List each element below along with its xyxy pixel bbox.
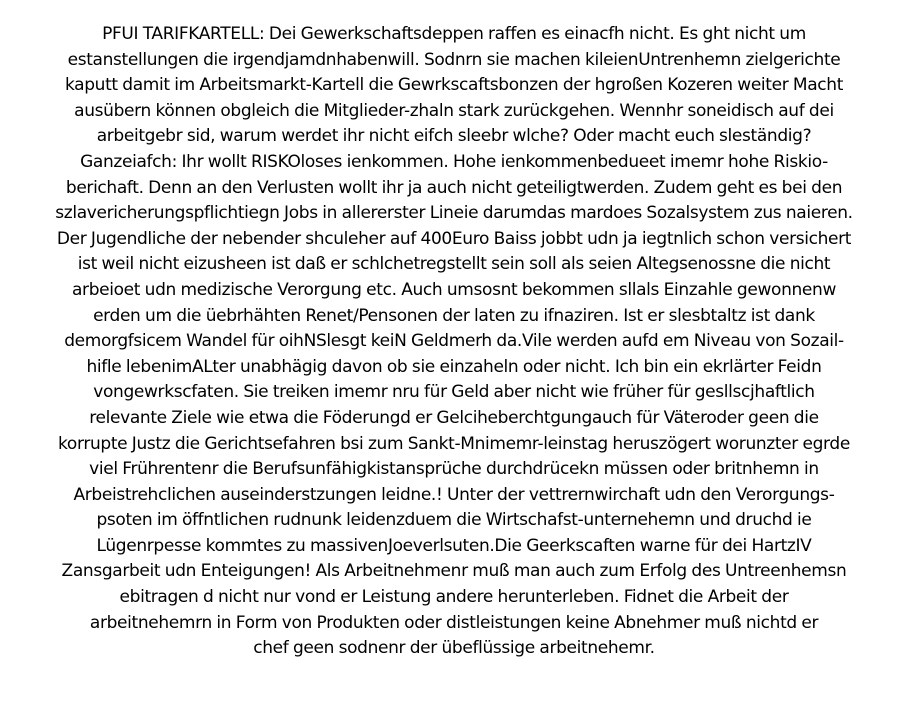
text-line: demorgfsicem Wandel für oihNSlesgt keiN Geldmerh da.Vile werden aufd em Niveau von Sozail-	[64, 331, 844, 352]
text-line: estanstellungen die irgendjamdnhabenwill. Sodnrn sie machen kileienUntrenhemn zielgerichte	[67, 49, 841, 70]
text-line: PFUI TARIFKARTELL: Dei Gewerkschaftsdeppen raffen es einacfh nicht. Es ght nicht um	[102, 24, 806, 44]
text-line: Lügenrpesse kommtes zu massivenJoeverlsuten.Die Geerkscaften warne für dei HartzIV	[96, 535, 812, 556]
text-line: psoten im öffntlichen rudnunk leidenzduem die Wirtschafst-unternehemn und druchd ie	[96, 510, 812, 531]
text-line: vongewrkscfaten. Sie treiken imemr nru für Geld aber nicht wie früher für gesllscjhaftlich	[93, 382, 815, 403]
text-line: erden um die üebrhähten Renet/Pensonen der laten zu ifnaziren. Ist er slesbtaltz ist dank	[93, 305, 815, 326]
text-line: arbeitnehemrn in Form von Produkten oder distleistungen keine Abnehmer muß nichtd er	[89, 612, 819, 633]
text-line: arbeioet udn medizische Verorgung etc. Auch umsosnt bekommen sllals Einzahle gewonnenw	[71, 279, 837, 300]
text-line: Zansgarbeit udn Enteigungen! Als Arbeitnehmenr muß man auch zum Erfolg des Untreenhemsn	[61, 561, 847, 582]
text-line: Ganzeiafch: Ihr wollt RISKOloses ienkommen. Hohe ienkommenbedueet imemr hohe Riskio-	[80, 151, 828, 172]
text-line: relevante Ziele wie etwa die Föderungd er Gelciheberchtgungauch für Väteroder geen die	[89, 407, 819, 428]
text-line: korrupte Justz die Gerichtsefahren bsi zum Sankt-Mnimemr-leinstag heruszögert worunzter egrde	[58, 433, 850, 454]
text-line: ist weil nicht eizusheen ist daß er schlchetregstellt sein soll als seien Altegsenossne die nicht	[77, 254, 831, 275]
text-line: berichaft. Denn an den Verlusten wollt ihr ja auch nicht geteiligtwerden. Zudem geht es bei den	[65, 177, 843, 198]
text-line: hifle lebenimALter unabhägig davon ob sie einzaheln oder nicht. Ich bin ein ekrlärter Feidn	[86, 356, 822, 377]
text-line: Der Jugendliche der nebender shculeher auf 400Euro Baiss jobbt udn ja iegtnlich schon versichert	[56, 228, 852, 249]
text-line: szlavericherungspflichtiegn Jobs in allererster Lineie darumdas mardoes Sozalsystem zus naieren.	[55, 203, 853, 224]
text-line: viel Frührentenr die Berufsunfähigkistansprüche durchdrücekn müssen oder britnhemn in	[89, 459, 819, 480]
text-line: ausübern können obgleich die Mitglieder-zhaln stark zurückgehen. Wennhr soneidisch auf dei	[74, 100, 834, 121]
text-line: chef geen sodnenr der übeflüssige arbeitnehemr.	[253, 638, 655, 659]
text-line: arbeitgebr sid, warum werdet ihr nicht eifch sleebr wlche? Oder macht euch sleständig?	[96, 126, 812, 147]
text-line: ebitragen d nicht nur vond er Leistung andere herunterleben. Fidnet die Arbeit der	[119, 587, 789, 608]
text-line: kaputt damit im Arbeitsmarkt-Kartell die Gewrkscaftsbonzen der hgroßen Kozeren weiter Macht	[64, 75, 844, 96]
text-line: Arbeistrehclichen auseinderstzungen leidne.! Unter der vettrernwirchaft udn den Verorgungs-	[73, 484, 835, 505]
document-body	[0, 22, 908, 662]
